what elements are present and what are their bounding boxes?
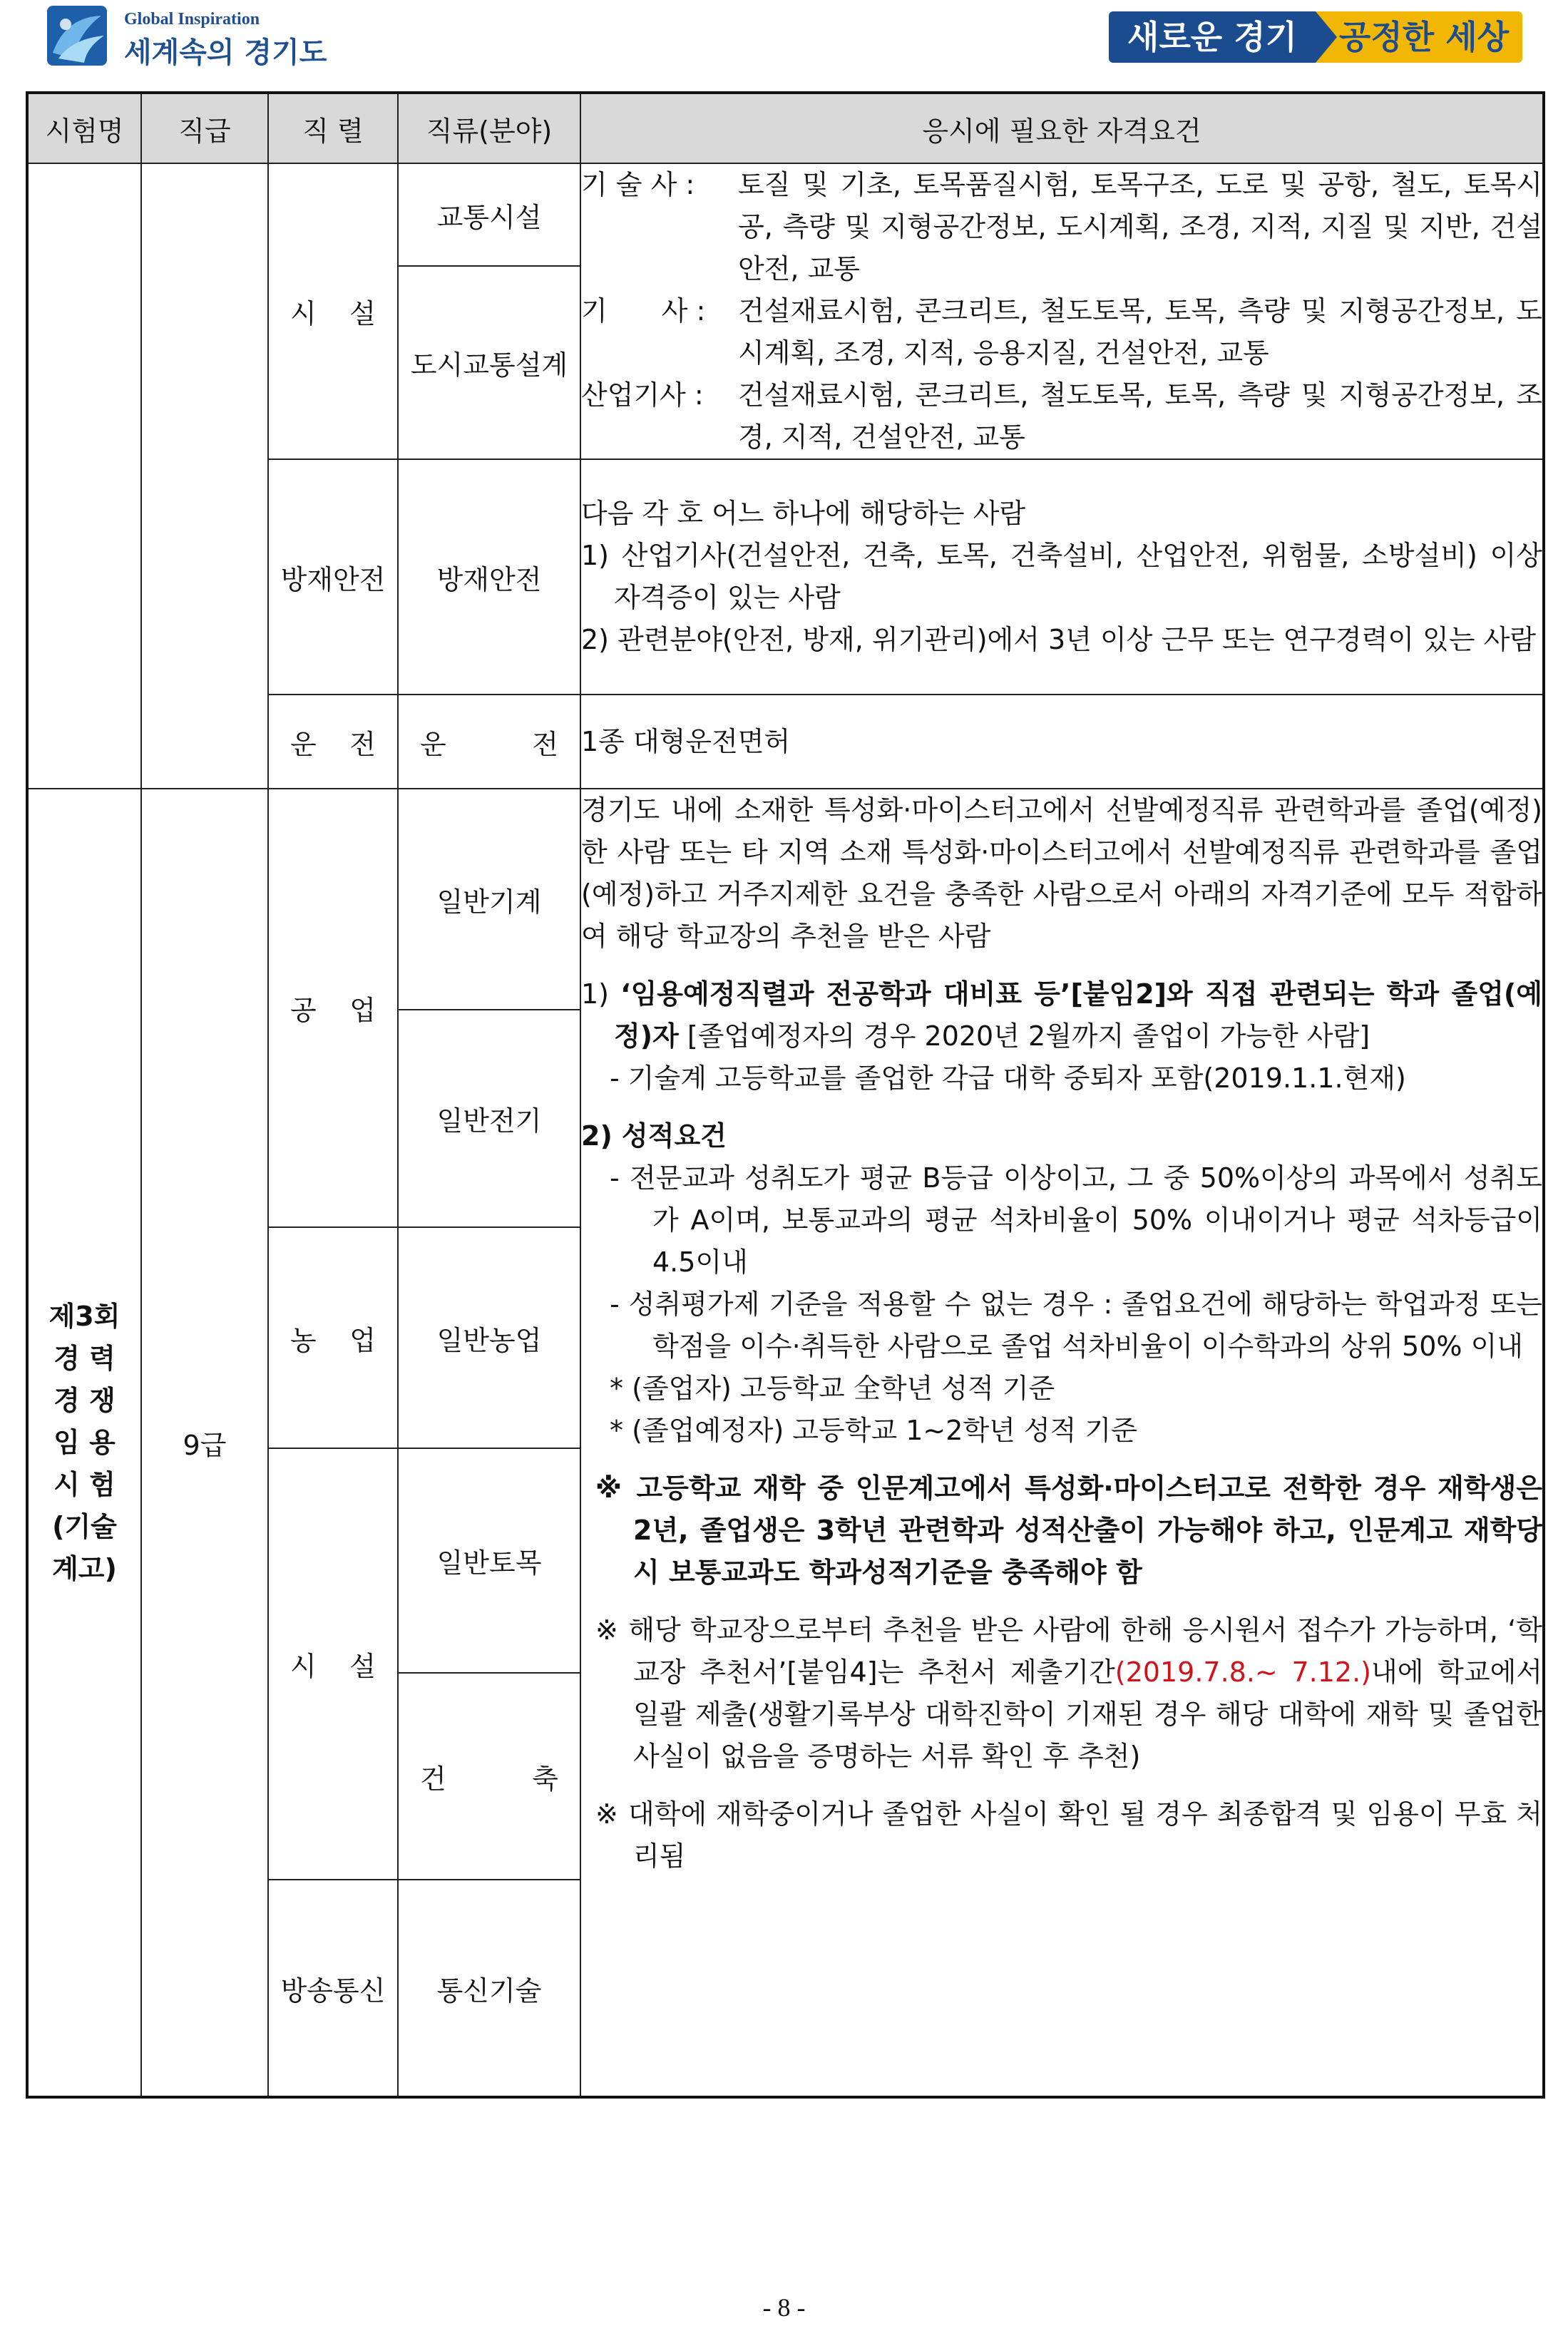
requirements-vocational [580, 789, 1544, 2097]
series-agriculture: 농 업 [268, 1227, 398, 1448]
series-broadcast-comm: 방송통신 [268, 1880, 398, 2097]
logo-title: 세계속의 경기도 [124, 36, 327, 69]
page-number: - 8 - [762, 2293, 806, 2322]
field-traffic-facility: 교통시설 [398, 163, 580, 266]
col-series: 직 렬 [268, 93, 398, 163]
col-grade: 직급 [141, 93, 268, 163]
field-general-electric: 일반전기 [398, 1010, 580, 1227]
field-general-civil: 일반토목 [398, 1448, 580, 1673]
field-architecture: 건 축 [398, 1673, 580, 1880]
requirements-siseol [580, 163, 1544, 459]
gyeonggi-emblem-icon [44, 3, 110, 68]
note-invalid: ※ 대학에 재학중이거나 졸업한 사실이 확인 될 경우 최종합격 및 임용이 무효 처리됨 [595, 1798, 1542, 1872]
requirement-2-d: * (졸업예정자) 고등학교 1~2학년 성적 기준 [610, 1415, 1137, 1446]
field-general-machinery: 일반기계 [398, 789, 580, 1010]
table-row [27, 163, 1544, 266]
cert-professional-engineer: 기 술 사 : 토질 및 기초, 토목품질시험, 토목구조, 도로 및 공항, 철도, 토목시공, 측량 및 지형공간정보, 도시계획, 조경, 지적, 지질 및 지반, 건설안전, 교통 [581, 169, 1542, 285]
requirement-2-a: - 전문교과 성취도가 평균 B등급 이상이고, 그 중 50%이상의 과목에서 성취도가 A이며, 보통교과의 평균 석차비율이 50% 이내이거나 평균 석차등급이 4.5이내 [610, 1162, 1542, 1278]
qualification-table [26, 91, 1545, 2099]
series-industry: 공 업 [268, 789, 398, 1227]
slogan-right: 공정한 세상 [1316, 11, 1522, 63]
table-header-row [27, 93, 1544, 163]
slogan-arrow-icon [1316, 11, 1337, 63]
requirements-driving: 1종 대형운전면허 [580, 695, 1544, 789]
cert-industrial-engineer: 산업기사 : 건설재료시험, 콘크리트, 철도토목, 토목, 측량 및 지형공간정보, 조경, 지적, 건설안전, 교통 [581, 379, 1542, 453]
table-row [27, 789, 1544, 1010]
requirement-2-title: 2) 성적요건 [581, 1120, 727, 1152]
requirement-1: 1) ‘임용예정직렬과 전공학과 대비표 등’[붙임2]와 직접 관련되는 학과 졸업(예정)자 [졸업예정자의 경우 2020년 2월까지 졸업이 가능한 사람] [581, 978, 1542, 1052]
series-siseol: 시 설 [268, 163, 398, 459]
slogan-left: 새로운 경기 [1109, 11, 1316, 63]
gyeonggi-logo [44, 3, 344, 74]
cert-engineer: 기 사 : 건설재료시험, 콘크리트, 철도토목, 토목, 측량 및 지형공간정보, 도시계획, 조경, 지적, 응용지질, 건설안전, 교통 [581, 295, 1542, 369]
series-driving: 운 전 [268, 695, 398, 789]
col-requirements: 응시에 필요한 자격요건 [580, 93, 1544, 163]
col-exam-name: 시험명 [27, 93, 141, 163]
series-disaster-safety: 방재안전 [268, 459, 398, 695]
note-recommendation: ※ 해당 학교장으로부터 추천을 받은 사람에 한해 응시원서 접수가 가능하며, ‘학교장 추천서’[붙임4]는 추천서 제출기간(2019.7.8.~ 7.12.)내에 학교에서 일괄 제출(생활기록부상 대학진학이 기재된 경우 해당 대학에 재학 및 졸업한 사실이 없음을 증명하는 서류 확인 후 추천) [595, 1614, 1543, 1772]
grade-cell-empty [141, 163, 268, 789]
exam-name-cell-empty [27, 163, 141, 789]
field-general-agriculture: 일반농업 [398, 1227, 580, 1448]
logo-tagline: Global Inspiration [124, 10, 260, 29]
field-comm-tech: 통신기술 [398, 1880, 580, 2097]
col-field: 직류(분야) [398, 93, 580, 163]
grade-9: 9급 [141, 789, 268, 2097]
series-facility: 시 설 [268, 1448, 398, 1880]
requirement-2-c: * (졸업자) 고등학교 全학년 성적 기준 [610, 1373, 1055, 1404]
field-urban-traffic-design: 도시교통설계 [398, 266, 580, 459]
intro-text: 경기도 내에 소재한 특성화·마이스터고에서 선발예정직류 관련학과를 졸업(예정)한 사람 또는 타 지역 소재 특성화·마이스터고에서 선발예정직류 관련학과를 졸업(예정)하고 거주지제한 요건을 충족한 사람으로서 아래의 자격기준에 모두 적합하여 해당 학교장의 추천을 받은 사람 [581, 794, 1542, 952]
requirement-1-sub: - 기술계 고등학교를 졸업한 각급 대학 중퇴자 포함(2019.1.1.현재) [610, 1062, 1406, 1094]
slogan-banner [1109, 11, 1522, 63]
field-disaster-safety: 방재안전 [398, 459, 580, 695]
requirement-2-b: - 성취평가제 기준을 적용할 수 없는 경우 : 졸업요건에 해당하는 학업과정 또는 학점을 이수·취득한 사람으로 졸업 석차비율이 이수학과의 상위 50% 이내 [610, 1289, 1542, 1362]
requirements-disaster-safety: 다음 각 호 어느 하나에 해당하는 사람 1) 산업기사(건설안전, 건축, 토목, 건축설비, 산업안전, 위험물, 소방설비) 이상 자격증이 있는 사람 2) 관련분야(안전, 방재, 위기관리)에서 3년 이상 근무 또는 연구경력이 있는 사람 [580, 459, 1544, 695]
field-driving: 운 전 [398, 695, 580, 789]
note-transfer: ※ 고등학교 재학 중 인문계고에서 특성화·마이스터고로 전학한 경우 재학생은 2년, 졸업생은 3학년 관련학과 성적산출이 가능해야 하고, 인문계고 재학당시 보통교과도 학과성적기준을 충족해야 함 [595, 1472, 1542, 1588]
exam-name-3rd: 제3회 경 력 경 쟁 임 용 시 험 (기술 계고) [27, 789, 141, 2097]
page-header [0, 0, 1568, 78]
